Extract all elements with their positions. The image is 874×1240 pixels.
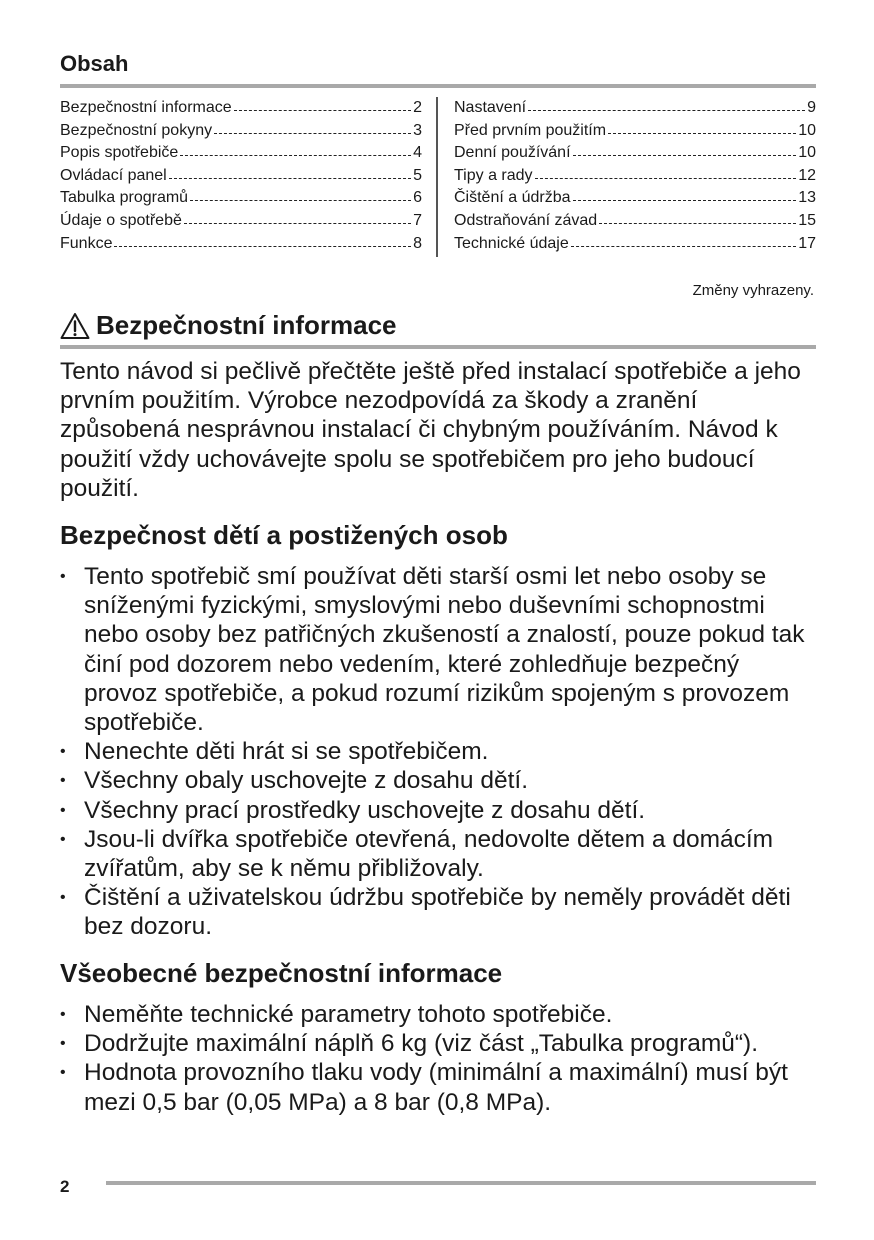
- list-item: [60, 796, 816, 825]
- section-rule: [60, 345, 816, 349]
- bullet-icon: •: [60, 1064, 66, 1082]
- toc-leader: [184, 223, 411, 224]
- list-item-text: Nenechte děti hrát si se spotřebičem.: [84, 738, 489, 766]
- toc-entry-label: Funkce: [60, 234, 113, 252]
- toc-column-divider: [436, 97, 438, 257]
- list-item-text: Tento spotřebič smí používat děti starší osmi let nebo osoby se sníženými fyzickými, smyslovými nebo duševními schopnostmi nebo osoby bez patřičných zkušeností a znalostí, pouze pokud tak činí pod dozorem nebo vedením, které zohledňuje bezpečný provoz spotřebiče, a pokud rozumí rizikům spojeným s provozem spotřebiče.: [84, 563, 805, 737]
- toc-entry-label: Bezpečnostní pokyny: [60, 121, 213, 139]
- toc-entry-page: 13: [798, 189, 816, 207]
- list-item: [60, 1029, 816, 1058]
- toc-leader: [114, 246, 411, 247]
- toc-entry[interactable]: [60, 210, 422, 233]
- toc-entry[interactable]: [60, 233, 422, 256]
- list-item: [60, 825, 816, 883]
- page-number: 2: [60, 1177, 70, 1196]
- list-item: [60, 1058, 816, 1116]
- toc-entry[interactable]: [60, 120, 422, 143]
- list-item: [60, 562, 816, 737]
- list-item-text: Hodnota provozního tlaku vody (minimální a maximální) musí být mezi 0,5 bar (0,05 MPa) a 8 bar (0,8 MPa).: [84, 1059, 788, 1116]
- list-item-text: Všechny obaly uschovejte z dosahu dětí.: [84, 767, 529, 795]
- toc-leader: [573, 155, 797, 156]
- bullet-icon: •: [60, 889, 66, 907]
- changes-reserved-note: Změny vyhrazeny.: [692, 282, 814, 299]
- toc-entry-page: 10: [798, 121, 816, 139]
- toc-leader: [571, 246, 796, 247]
- warning-triangle-icon: [60, 312, 90, 340]
- subheading-child-safety: Bezpečnost dětí a postižených osob: [60, 520, 508, 550]
- toc-title: Obsah: [60, 51, 129, 76]
- child-safety-list: [60, 562, 816, 942]
- bullet-icon: •: [60, 743, 66, 761]
- toc-leader: [190, 200, 411, 201]
- manual-page: [60, 0, 816, 1240]
- toc-leader: [608, 133, 796, 134]
- toc-leader: [214, 133, 411, 134]
- toc-entry[interactable]: [454, 142, 816, 165]
- toc-leader: [599, 223, 796, 224]
- toc-leader: [180, 155, 411, 156]
- toc-leader: [535, 178, 797, 179]
- toc-entry-label: Bezpečnostní informace: [60, 99, 232, 116]
- list-item-text: Neměňte technické parametry tohoto spotřebiče.: [84, 1001, 613, 1028]
- toc-entry-page: 15: [798, 211, 816, 229]
- toc-entry-label: Odstraňování závad: [454, 211, 598, 229]
- toc-entry-label: Technické údaje: [454, 234, 569, 252]
- list-item: [60, 883, 816, 941]
- toc-entry-page: 17: [798, 234, 816, 252]
- toc-entry[interactable]: [454, 187, 816, 210]
- subheading-general-safety: Všeobecné bezpečnostní informace: [60, 958, 503, 988]
- toc-leader: [528, 110, 805, 111]
- list-item-text: Dodržujte maximální náplň 6 kg (viz část „Tabulka programů“).: [84, 1030, 759, 1058]
- toc-entry-label: Tipy a rady: [454, 166, 533, 184]
- toc-entry-page: 8: [413, 234, 422, 252]
- list-item: [60, 1000, 816, 1029]
- list-item-text: Všechny prací prostředky uschovejte z dosahu dětí.: [84, 796, 646, 824]
- table-of-contents: [60, 97, 816, 259]
- toc-entry[interactable]: [454, 210, 816, 233]
- toc-entry-page: 6: [413, 189, 422, 207]
- list-item-text: Jsou-li dvířka spotřebiče otevřená, nedovolte dětem a domácím zvířatům, aby se k němu přibližovaly.: [84, 825, 774, 883]
- footer-rule: [106, 1181, 816, 1185]
- toc-leader: [169, 178, 411, 179]
- toc-entry-page: 12: [798, 166, 816, 184]
- toc-right-column: [454, 97, 816, 255]
- toc-entry-page: 5: [413, 166, 422, 184]
- toc-entry[interactable]: [60, 165, 422, 188]
- toc-entry-label: Popis spotřebiče: [60, 144, 179, 162]
- toc-entry[interactable]: [454, 97, 816, 120]
- toc-entry-page: 7: [413, 211, 422, 229]
- bullet-icon: •: [60, 1035, 66, 1053]
- toc-entry-page: 10: [798, 144, 816, 162]
- toc-entry-label: Tabulka programů: [60, 189, 189, 207]
- bullet-icon: •: [60, 1006, 66, 1023]
- bullet-icon: •: [60, 772, 66, 790]
- toc-divider-rule: [60, 84, 816, 88]
- toc-left-column: [60, 97, 422, 255]
- list-item-text: Čištění a uživatelskou údržbu spotřebiče by neměly provádět děti bez dozoru.: [84, 884, 791, 941]
- section-heading-safety-text: Bezpečnostní informace: [96, 310, 397, 340]
- toc-entry-page: 9: [807, 99, 816, 116]
- toc-entry-label: Denní používání: [454, 144, 571, 162]
- toc-entry-page: 3: [413, 121, 422, 139]
- toc-entry-page: 2: [413, 99, 422, 116]
- intro-paragraph: Tento návod si pečlivě přečtěte ještě před instalací spotřebiče a jeho prvním použitím. Výrobce nezodpovídá za škody a zranění způsobená nesprávnou instalací či chybným používáním. Návod k použití vždy uchovávejte spolu se spotřebičem pro jeho budoucí použití.: [60, 358, 801, 502]
- toc-entry[interactable]: [60, 142, 422, 165]
- toc-entry-label: Údaje o spotřebě: [60, 211, 182, 229]
- list-item: [60, 766, 816, 795]
- toc-entry[interactable]: [454, 233, 816, 256]
- toc-leader: [573, 200, 797, 201]
- toc-entry-label: Nastavení: [454, 99, 527, 116]
- section-heading-safety: [60, 310, 397, 341]
- bullet-icon: •: [60, 830, 66, 848]
- bullet-icon: •: [60, 568, 66, 585]
- toc-entry-label: Před prvním použitím: [454, 121, 607, 139]
- toc-entry-label: Čištění a údržba: [454, 189, 571, 207]
- toc-entry[interactable]: [454, 165, 816, 188]
- toc-entry[interactable]: [60, 97, 422, 120]
- toc-entry-label: Ovládací panel: [60, 166, 167, 184]
- list-item: [60, 737, 816, 766]
- toc-leader: [234, 110, 411, 111]
- toc-entry[interactable]: [454, 120, 816, 143]
- toc-entry[interactable]: [60, 187, 422, 210]
- bullet-icon: •: [60, 801, 66, 819]
- toc-entry-page: 4: [413, 144, 422, 162]
- general-safety-list: [60, 1000, 816, 1117]
